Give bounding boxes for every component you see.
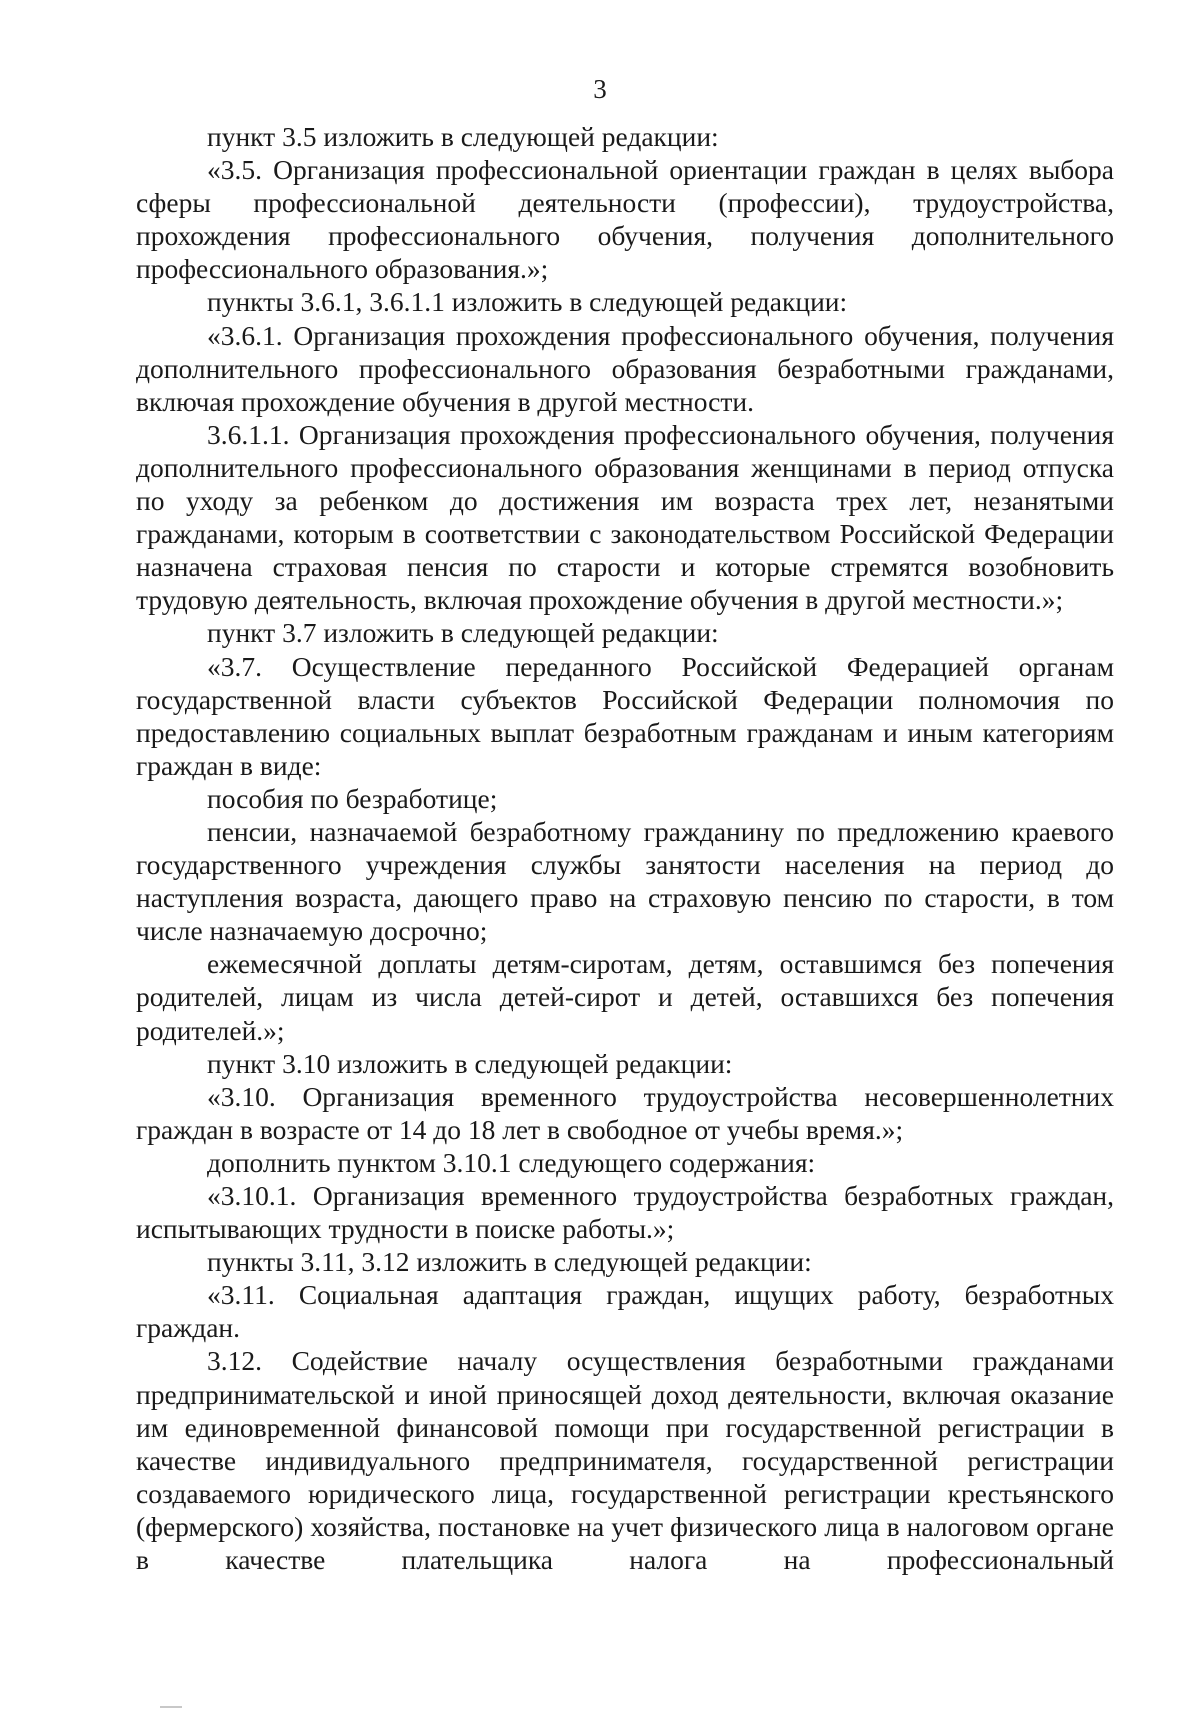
paragraph-amend-3-7: пункт 3.7 изложить в следующей редакции: — [207, 617, 719, 649]
paragraph-amend-3-6-1: пункты 3.6.1, 3.6.1.1 изложить в следующей редакции: — [207, 286, 848, 318]
scan-artifact — [160, 1706, 182, 1708]
paragraph-item-3-6-1-1: 3.6.1.1. Организация прохождения профессионального обучения, получения дополнительного профессионального образования женщинами в период отпуска по уходу за ребенком до достижения им возраста трех лет, незанятыми гражданами, которым в соответствии с законодательством Российской Федерации назначена страховая пенсия по старости и которые стремятся возобновить трудовую деятельность, включая прохождение обучения в другой местности.»; — [136, 418, 1114, 616]
paragraph-amend-3-5: пункт 3.5 изложить в следующей редакции: — [207, 121, 719, 152]
page-number: 3 — [593, 74, 607, 104]
paragraph-item-3-5: «3.5. Организация профессиональной ориентации граждан в целях выбора сферы профессиональной деятельности (профессии), трудоустройства, прохождения профессионального обучения, получения дополнительного профессионального образования.»; — [136, 154, 1114, 285]
paragraph-item-3-6-1: «3.6.1. Организация прохождения профессионального обучения, получения дополнительного профессионального образования безработными гражданами, включая прохождение обучения в другой местности. — [136, 319, 1114, 417]
paragraph-add-3-10-1: дополнить пунктом 3.10.1 следующего содержания: — [207, 1146, 816, 1178]
paragraph-unemployment-benefit: пособия по безработице; — [207, 782, 498, 814]
paragraph-item-3-11: «3.11. Социальная адаптация граждан, ищущих работу, безработных граждан. — [136, 1279, 1114, 1344]
paragraph-amend-3-11-3-12: пункты 3.11, 3.12 изложить в следующей редакции: — [207, 1246, 812, 1278]
paragraph-item-3-12: 3.12. Содействие началу осуществления безработными гражданами предпринимательской и иной приносящей доход деятельности, включая оказание им единовременной финансовой помощи при государственной регистрации в качестве индивидуального предпринимателя, государственной регистрации создаваемого юридического лица, государственной регистрации крестьянского (фермерского) хозяйства, постановке на учет физического лица в налоговом органе в качестве плательщика налога на профессиональный — [136, 1345, 1114, 1576]
paragraph-item-3-10: «3.10. Организация временного трудоустройства несовершеннолетних граждан в возрасте от 14 до 18 лет в свободное от учебы время.»; — [136, 1080, 1114, 1145]
paragraph-monthly-supplement: ежемесячной доплаты детям-сиротам, детям, оставшимся без попечения родителей, лицам из числа детей-сирот и детей, оставшихся без попечения родителей.»; — [136, 948, 1114, 1046]
paragraph-pension: пенсии, назначаемой безработному гражданину по предложению краевого государственного учреждения службы занятости населения на период до наступления возраста, дающего право на страховую пенсию по старости, в том числе назначаемую досрочно; — [136, 815, 1114, 947]
paragraph-item-3-7: «3.7. Осуществление переданного Российской Федерацией органам государственной власти субъектов Российской Федерации полномочия по предоставлению социальных выплат безработным гражданам и иным категориям граждан в виде: — [136, 650, 1114, 781]
paragraph-amend-3-10: пункт 3.10 изложить в следующей редакции: — [207, 1047, 733, 1079]
paragraph-item-3-10-1: «3.10.1. Организация временного трудоустройства безработных граждан, испытывающих трудности в поиске работы.»; — [136, 1180, 1114, 1245]
document-body — [136, 120, 1114, 1576]
